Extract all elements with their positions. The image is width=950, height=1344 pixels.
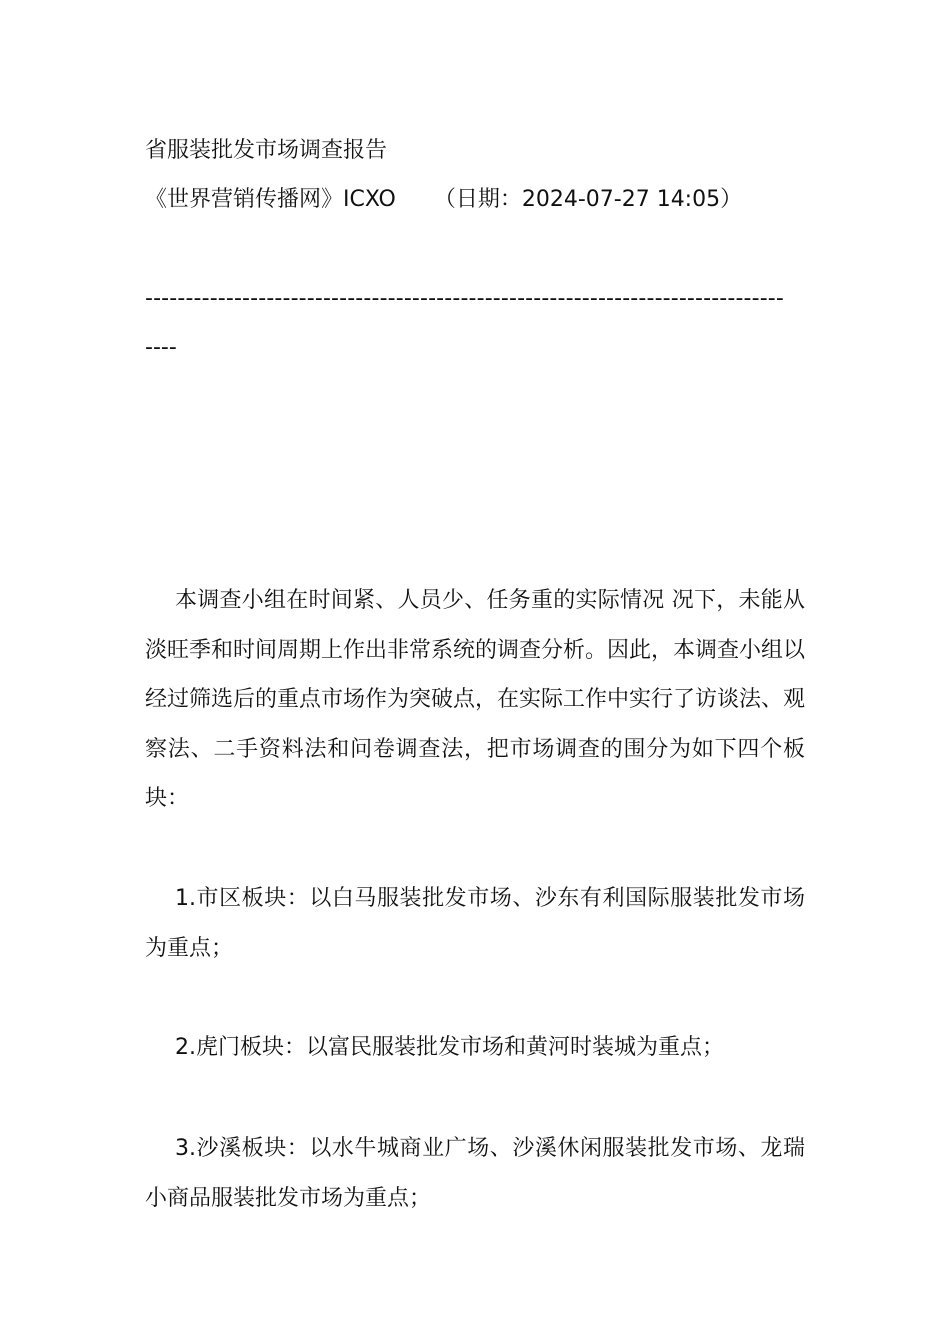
source-name: 《世界营销传播网》ICXO (145, 187, 396, 212)
list-item-shaxi: 3.沙溪板块：以水牛城商业广场、沙溪休闲服装批发市场、龙瑞小商品服装批发市场为重点； (145, 1136, 805, 1211)
source-line (145, 185, 742, 215)
divider-line-continued: ---- (145, 335, 177, 360)
document-title: 省服装批发市场调查报告 (145, 138, 388, 163)
publish-date: （日期：2024-07-27 14:05） (433, 187, 743, 212)
list-item-city-district: 1.市区板块：以白马服装批发市场、沙东有利国际服装批发市场为重点； (145, 886, 805, 961)
list-item-humen: 2.虎门板块：以富民服装批发市场和黄河时装城为重点； (175, 1035, 724, 1060)
divider-line: ------------------------------------------------------------------------------- (145, 286, 784, 311)
intro-paragraph: 本调查小组在时间紧、人员少、任务重的实际情况 况下，未能从淡旺季和时间周期上作出非常系统的调查分析。因此，本调查小组以经过筛选后的重点市场作为突破点，在实际工作中实行了访谈法、观察法、二手资料法和问卷调查法，把市场调查的围分为如下四个板块： (145, 588, 806, 811)
